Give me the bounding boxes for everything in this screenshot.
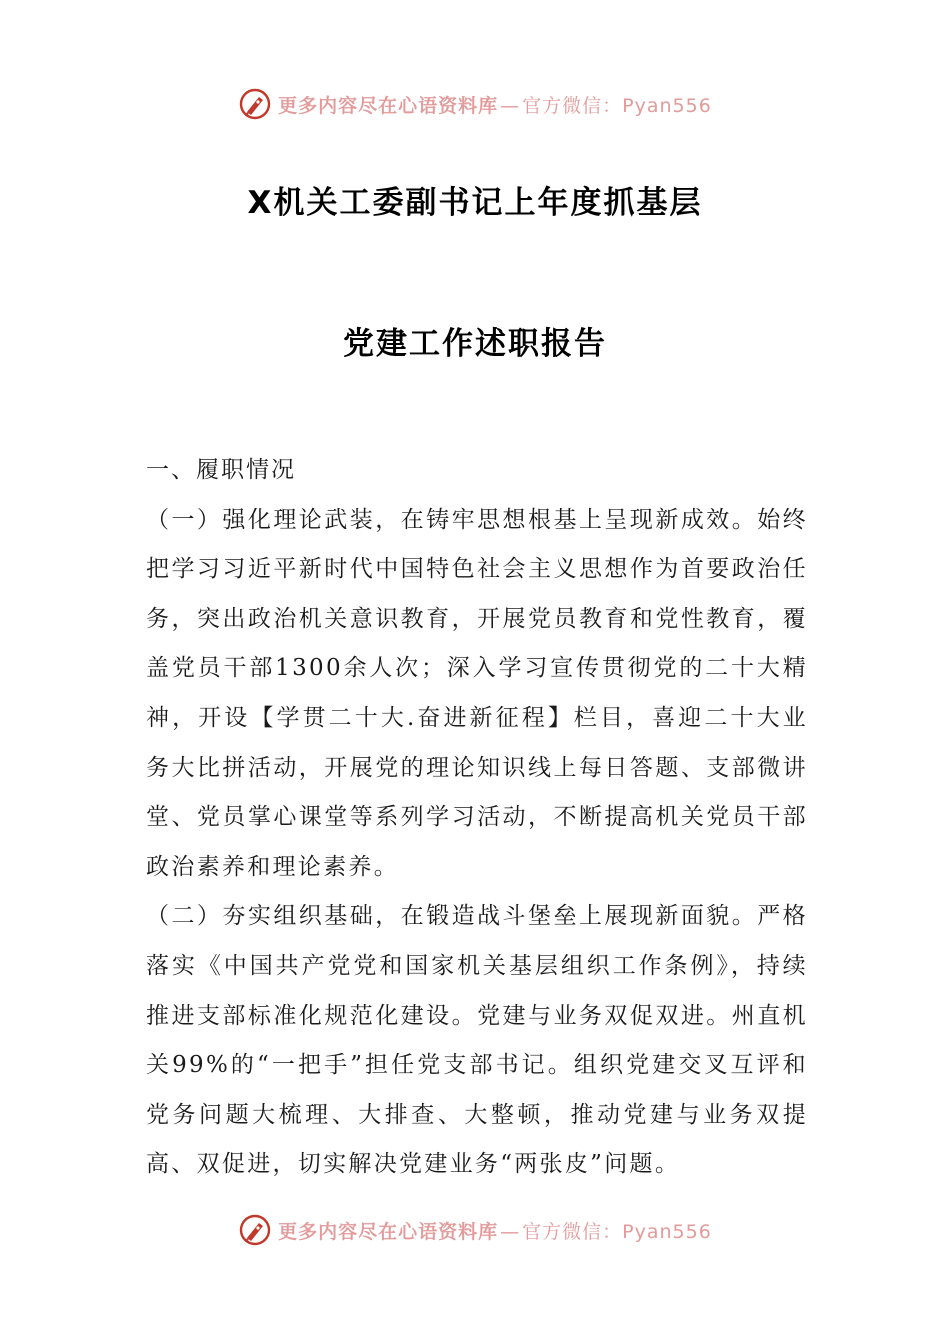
document-title-line-2: 党建工作述职报告	[343, 326, 607, 362]
paragraph-2: （二）夯实组织基础，在锻造战斗堡垒上展现新面貌。严格落实《中国共产党党和国家机关基层组织工作条例》，持续推进支部标准化规范化建设。党建与业务双促双进。州直机关99%的“一把手”担任党支部书记。组织党建交叉互评和党务问题大梳理、大排查、大整顿，推动党建与业务双提高、双促进，切实解决党建业务“两张皮”问题。	[146, 903, 808, 1178]
document-body	[146, 446, 808, 1190]
pen-nib-icon	[238, 87, 272, 121]
document-title-line-1: X机关工委副书记上年度抓基层	[247, 185, 703, 221]
section-heading: 一、履职情况	[146, 457, 296, 483]
pen-nib-icon	[238, 1213, 272, 1247]
footer-watermark	[0, 1210, 950, 1250]
header-watermark	[0, 84, 950, 124]
watermark-text: 更多内容尽在心语资料库 — 官方微信：Pyan556	[278, 94, 712, 117]
watermark-text: 更多内容尽在心语资料库 — 官方微信：Pyan556	[278, 1220, 712, 1243]
paragraph-1: （一）强化理论武装，在铸牢思想根基上呈现新成效。始终把学习习近平新时代中国特色社会主义思想作为首要政治任务，突出政治机关意识教育，开展党员教育和党性教育，覆盖党员干部1300余人次；深入学习宣传贯彻党的二十大精神，开设【学贯二十大.奋进新征程】栏目，喜迎二十大业务大比拼活动，开展党的理论知识线上每日答题、支部微讲堂、党员掌心课堂等系列学习活动，不断提高机关党员干部政治素养和理论素养。	[146, 506, 808, 880]
